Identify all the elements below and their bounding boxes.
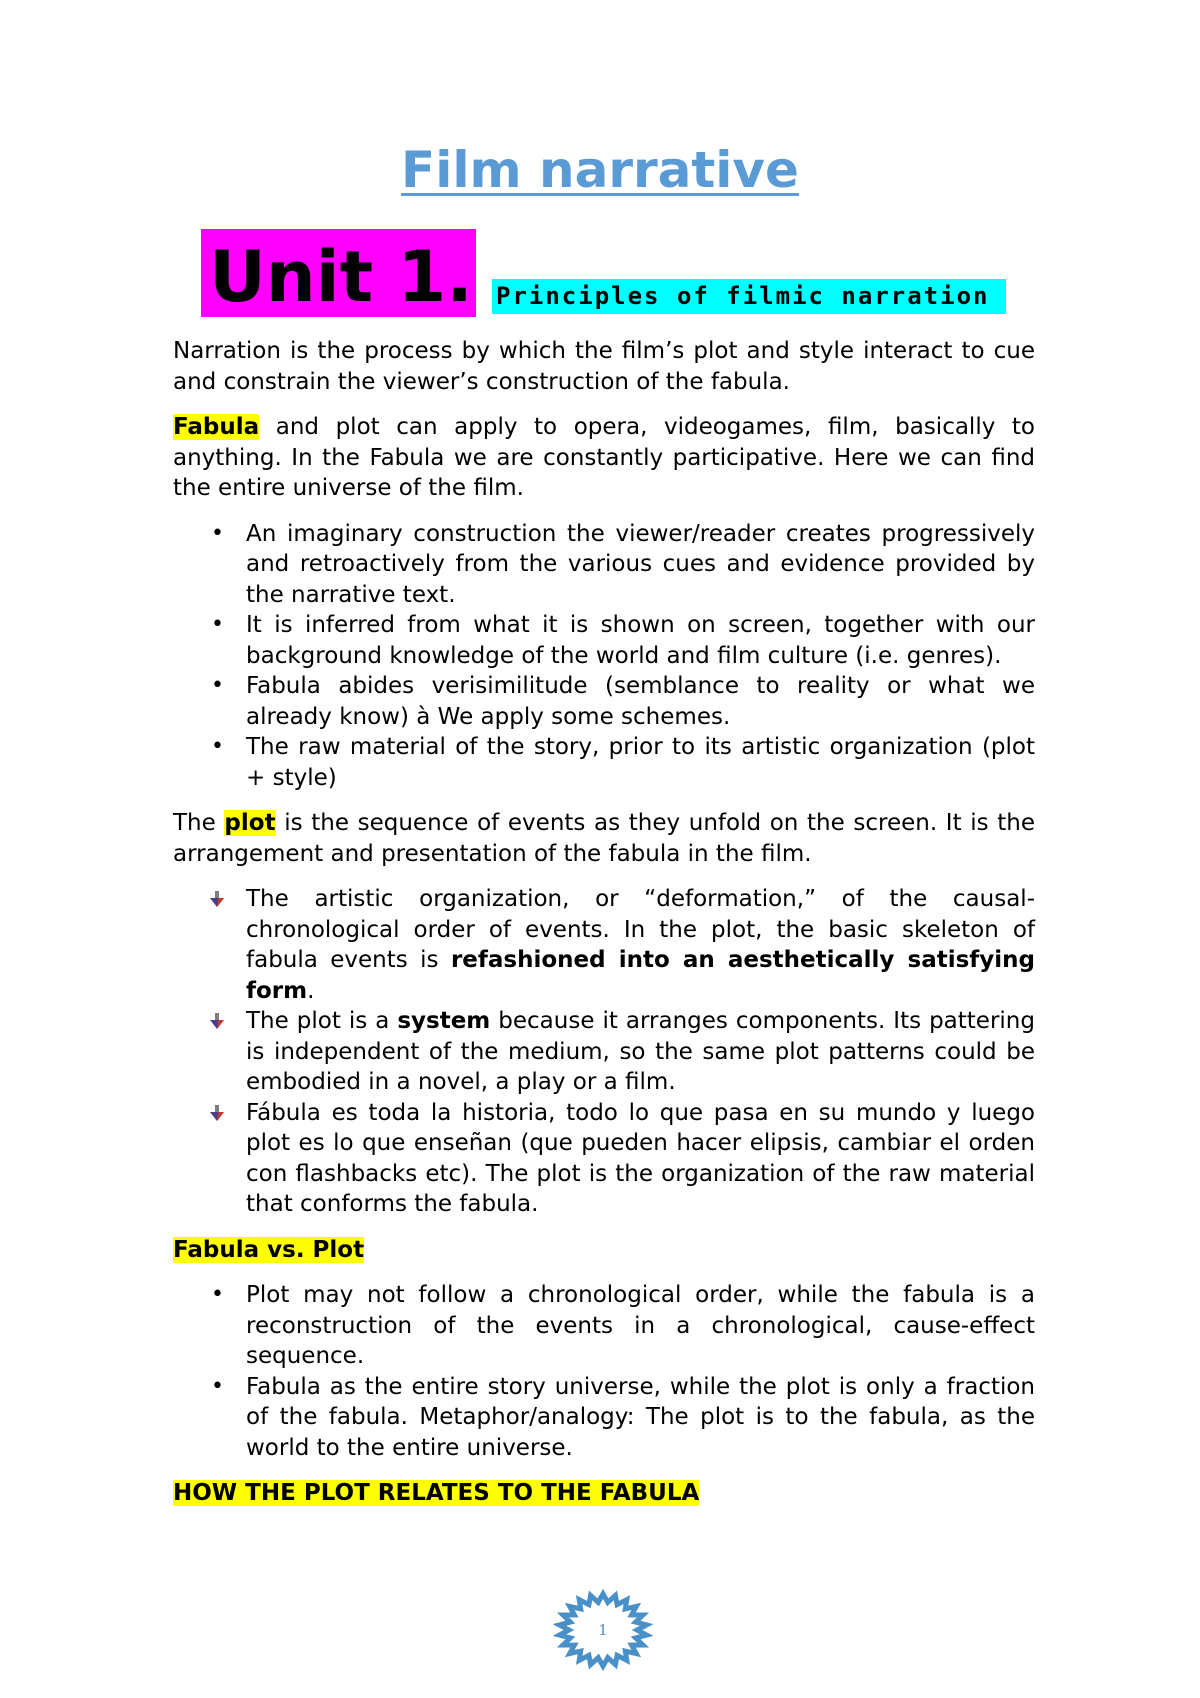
page-number-badge	[553, 1580, 653, 1680]
list-item: The artistic organization, or “deformation,” of the causal-chronological order of events. In the plot, the basic skeleton of fabula events is refashioned into an aesthetically satisfying form.	[173, 884, 1035, 1006]
plot-term: plot	[224, 810, 276, 836]
list-item: • Plot may not follow a chronological order, while the fabula is a reconstruction of the events in a chronological, cause-effect sequence.	[211, 1282, 1035, 1369]
list-item: • An imaginary construction the viewer/reader creates progressively and retroactively from the various cues and evidence provided by the narrative text.	[211, 520, 1035, 608]
unit-subtitle: Principles of filmic narration	[492, 279, 1006, 314]
list-item: • Fabula as the entire story universe, while the plot is only a fraction of the fabula. Metaphor/analogy: The plot is to the fabula, as the world to the entire universe.	[211, 1373, 1035, 1461]
unit-label: Unit 1.	[209, 236, 473, 318]
list-item: The plot is a system because it arranges components. Its pattering is independent of the medium, so the same plot patterns could be embodied in a novel, a play or a film.	[173, 1006, 1035, 1098]
fabula-bullet-list	[173, 519, 1035, 794]
plot-bullet-list	[173, 884, 1035, 1220]
bullet-dot-icon: •	[211, 1373, 224, 1399]
relates-heading: HOW THE PLOT RELATES TO THE FABULA	[173, 1480, 700, 1506]
bullet-dot-icon: •	[211, 612, 224, 637]
vs-heading: Fabula vs. Plot	[173, 1236, 365, 1263]
page-number: 1	[598, 1621, 608, 1639]
bullet-dot-icon: •	[211, 1282, 224, 1307]
list-item: Fábula es toda la historia, todo lo que pasa en su mundo y luego plot es lo que enseñan (que pueden hacer elipsis, cambiar el orden con flashbacks etc). The plot is the organization of the raw material that conforms the fabula.	[173, 1098, 1035, 1220]
vs-bullet-list	[173, 1280, 1035, 1463]
fabula-paragraph-text: and plot can apply to opera, videogames, film, basically to anything. In the Fabula we are constantly participative. Here we can find the entire universe of the film.	[173, 414, 1035, 501]
intro-paragraph: Narration is the process by which the film’s plot and style interact to cue and constrain the viewer’s construction of the fabula.	[173, 338, 1035, 395]
document-body	[173, 336, 1035, 1509]
list-item: • It is inferred from what it is shown on screen, together with our background knowledge of the world and film culture (i.e. genres).	[211, 612, 1035, 669]
arrow-bullet-icon	[209, 890, 225, 908]
bullet-dot-icon: •	[211, 734, 224, 759]
fabula-term: Fabula	[173, 414, 260, 440]
bullet-dot-icon: •	[211, 520, 224, 546]
list-item: • The raw material of the story, prior to its artistic organization (plot + style)	[211, 734, 1035, 791]
fabula-paragraph	[173, 412, 1035, 504]
document-title: Film narrative	[401, 141, 799, 199]
plot-paragraph: The plot is the sequence of events as they unfold on the screen. It is the arrangement and presentation of the fabula in the film.	[173, 810, 1035, 867]
list-item: • Fabula abides verisimilitude (semblance to reality or what we already know) à We apply some schemes.	[211, 673, 1035, 730]
bullet-dot-icon: •	[211, 673, 224, 698]
arrow-bullet-icon	[209, 1104, 225, 1122]
arrow-bullet-icon	[209, 1012, 225, 1030]
